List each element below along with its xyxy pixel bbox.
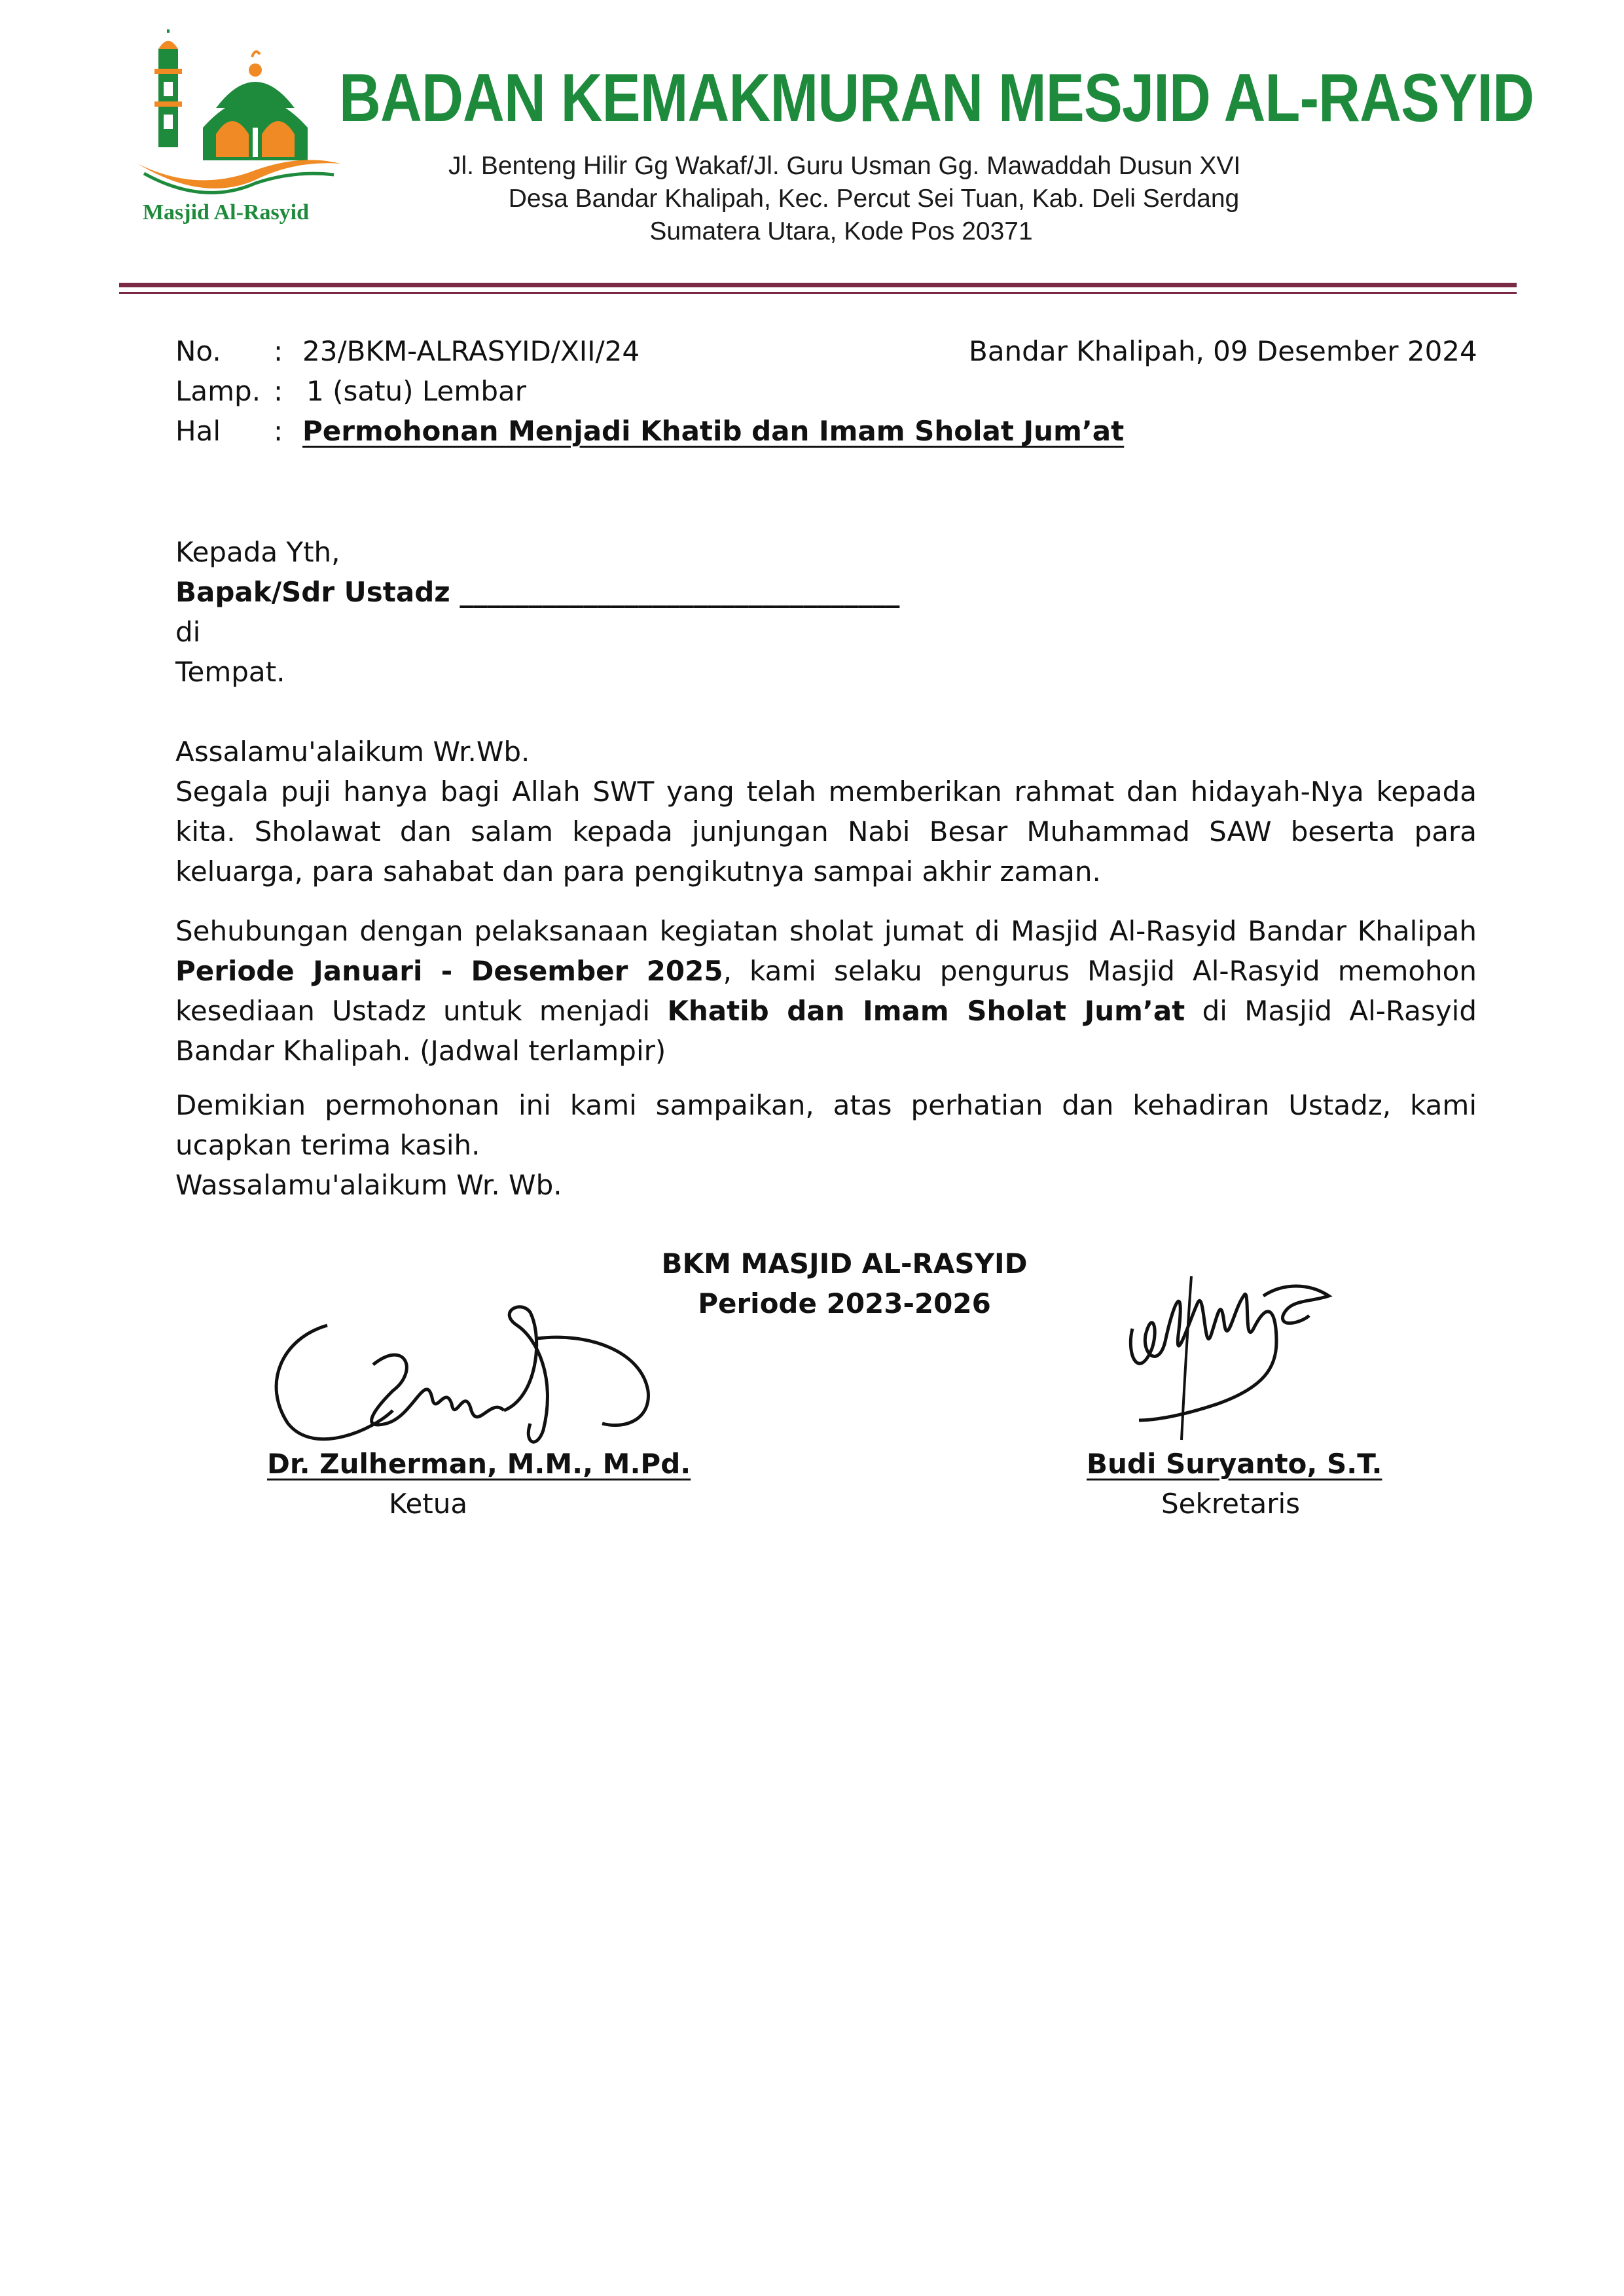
mosque-logo: [124, 29, 347, 226]
address-line-3: Sumatera Utara, Kode Pos 20371: [649, 217, 1033, 245]
place-date: Bandar Khalipah, 09 Desember 2024: [969, 335, 1477, 367]
secretary-signature: [1113, 1257, 1348, 1446]
request-period: Periode Januari - Desember 2025: [175, 955, 723, 987]
secretary-role: Sekretaris: [1161, 1488, 1301, 1520]
request-text: , kami selaku pengurus Masjid Al-Rasyid memohon kesediaan Ustadz untuk menjadi: [175, 955, 1477, 1027]
signature-period: Periode 2023-2026: [698, 1287, 991, 1319]
chair-role: Ketua: [389, 1488, 468, 1520]
ref-colon: :: [274, 415, 283, 447]
paragraph-praise: Segala puji hanya bagi Allah SWT yang telah memberikan rahmat dan hidayah-Nya kepada kita. Sholawat dan salam kepada junjungan Nabi Besar Muhammad SAW beserta para keluarga, para sahabat dan para pengikutnya sampai akhir zaman.: [175, 776, 1477, 888]
recipient-name-line: Bapak/Sdr Ustadz ________________________________: [175, 576, 900, 608]
opening-salam: Assalamu'alaikum Wr.Wb.: [175, 736, 530, 768]
letterhead-divider-thick: [119, 283, 1517, 287]
request-text: di Masjid Al-Rasyid Bandar Khalipah. (Jadwal terlampir): [175, 995, 1477, 1067]
organization-name: BADAN KEMAKMURAN MESJID AL-RASYID: [339, 60, 1534, 136]
attachment-count: 1 (satu) Lembar: [306, 375, 526, 407]
ref-colon: :: [274, 375, 283, 407]
request-text: Sehubungan dengan pelaksanaan kegiatan sholat jumat di Masjid Al-Rasyid Bandar Khalipah: [175, 915, 1477, 947]
ref-label-lamp: Lamp.: [175, 375, 261, 407]
paragraph-closing: Demikian permohonan ini kami sampaikan, atas perhatian dan kehadiran Ustadz, kami ucapkan terima kasih.: [175, 1089, 1477, 1161]
signature-organization: BKM MASJID AL-RASYID: [661, 1247, 1028, 1280]
ref-colon: :: [274, 335, 283, 367]
request-role: Khatib dan Imam Sholat Jum’at: [667, 995, 1185, 1027]
chair-signature: [262, 1299, 668, 1456]
recipient-greeting: Kepada Yth,: [175, 536, 340, 568]
recipient-di: di: [175, 616, 201, 648]
secretary-name: Budi Suryanto, S.T.: [1087, 1448, 1382, 1480]
chair-name: Dr. Zulherman, M.M., M.Pd.: [267, 1448, 691, 1480]
ref-label-hal: Hal: [175, 415, 221, 447]
paragraph-request: [175, 911, 1477, 1071]
letter-number: 23/BKM-ALRASYID/XII/24: [302, 335, 640, 367]
recipient-place: Tempat.: [175, 656, 285, 688]
letter-subject: Permohonan Menjadi Khatib dan Imam Sholat Jum’at: [302, 415, 1125, 447]
letterhead-divider-thin: [119, 292, 1517, 294]
address-line-2: Desa Bandar Khalipah, Kec. Percut Sei Tuan, Kab. Deli Serdang: [508, 185, 1240, 213]
logo-caption: Masjid Al-Rasyid: [142, 200, 310, 224]
address-line-1: Jl. Benteng Hilir Gg Wakaf/Jl. Guru Usman Gg. Mawaddah Dusun XVI: [448, 152, 1241, 180]
closing-salam: Wassalamu'alaikum Wr. Wb.: [175, 1169, 562, 1201]
ref-label-no: No.: [175, 335, 221, 367]
